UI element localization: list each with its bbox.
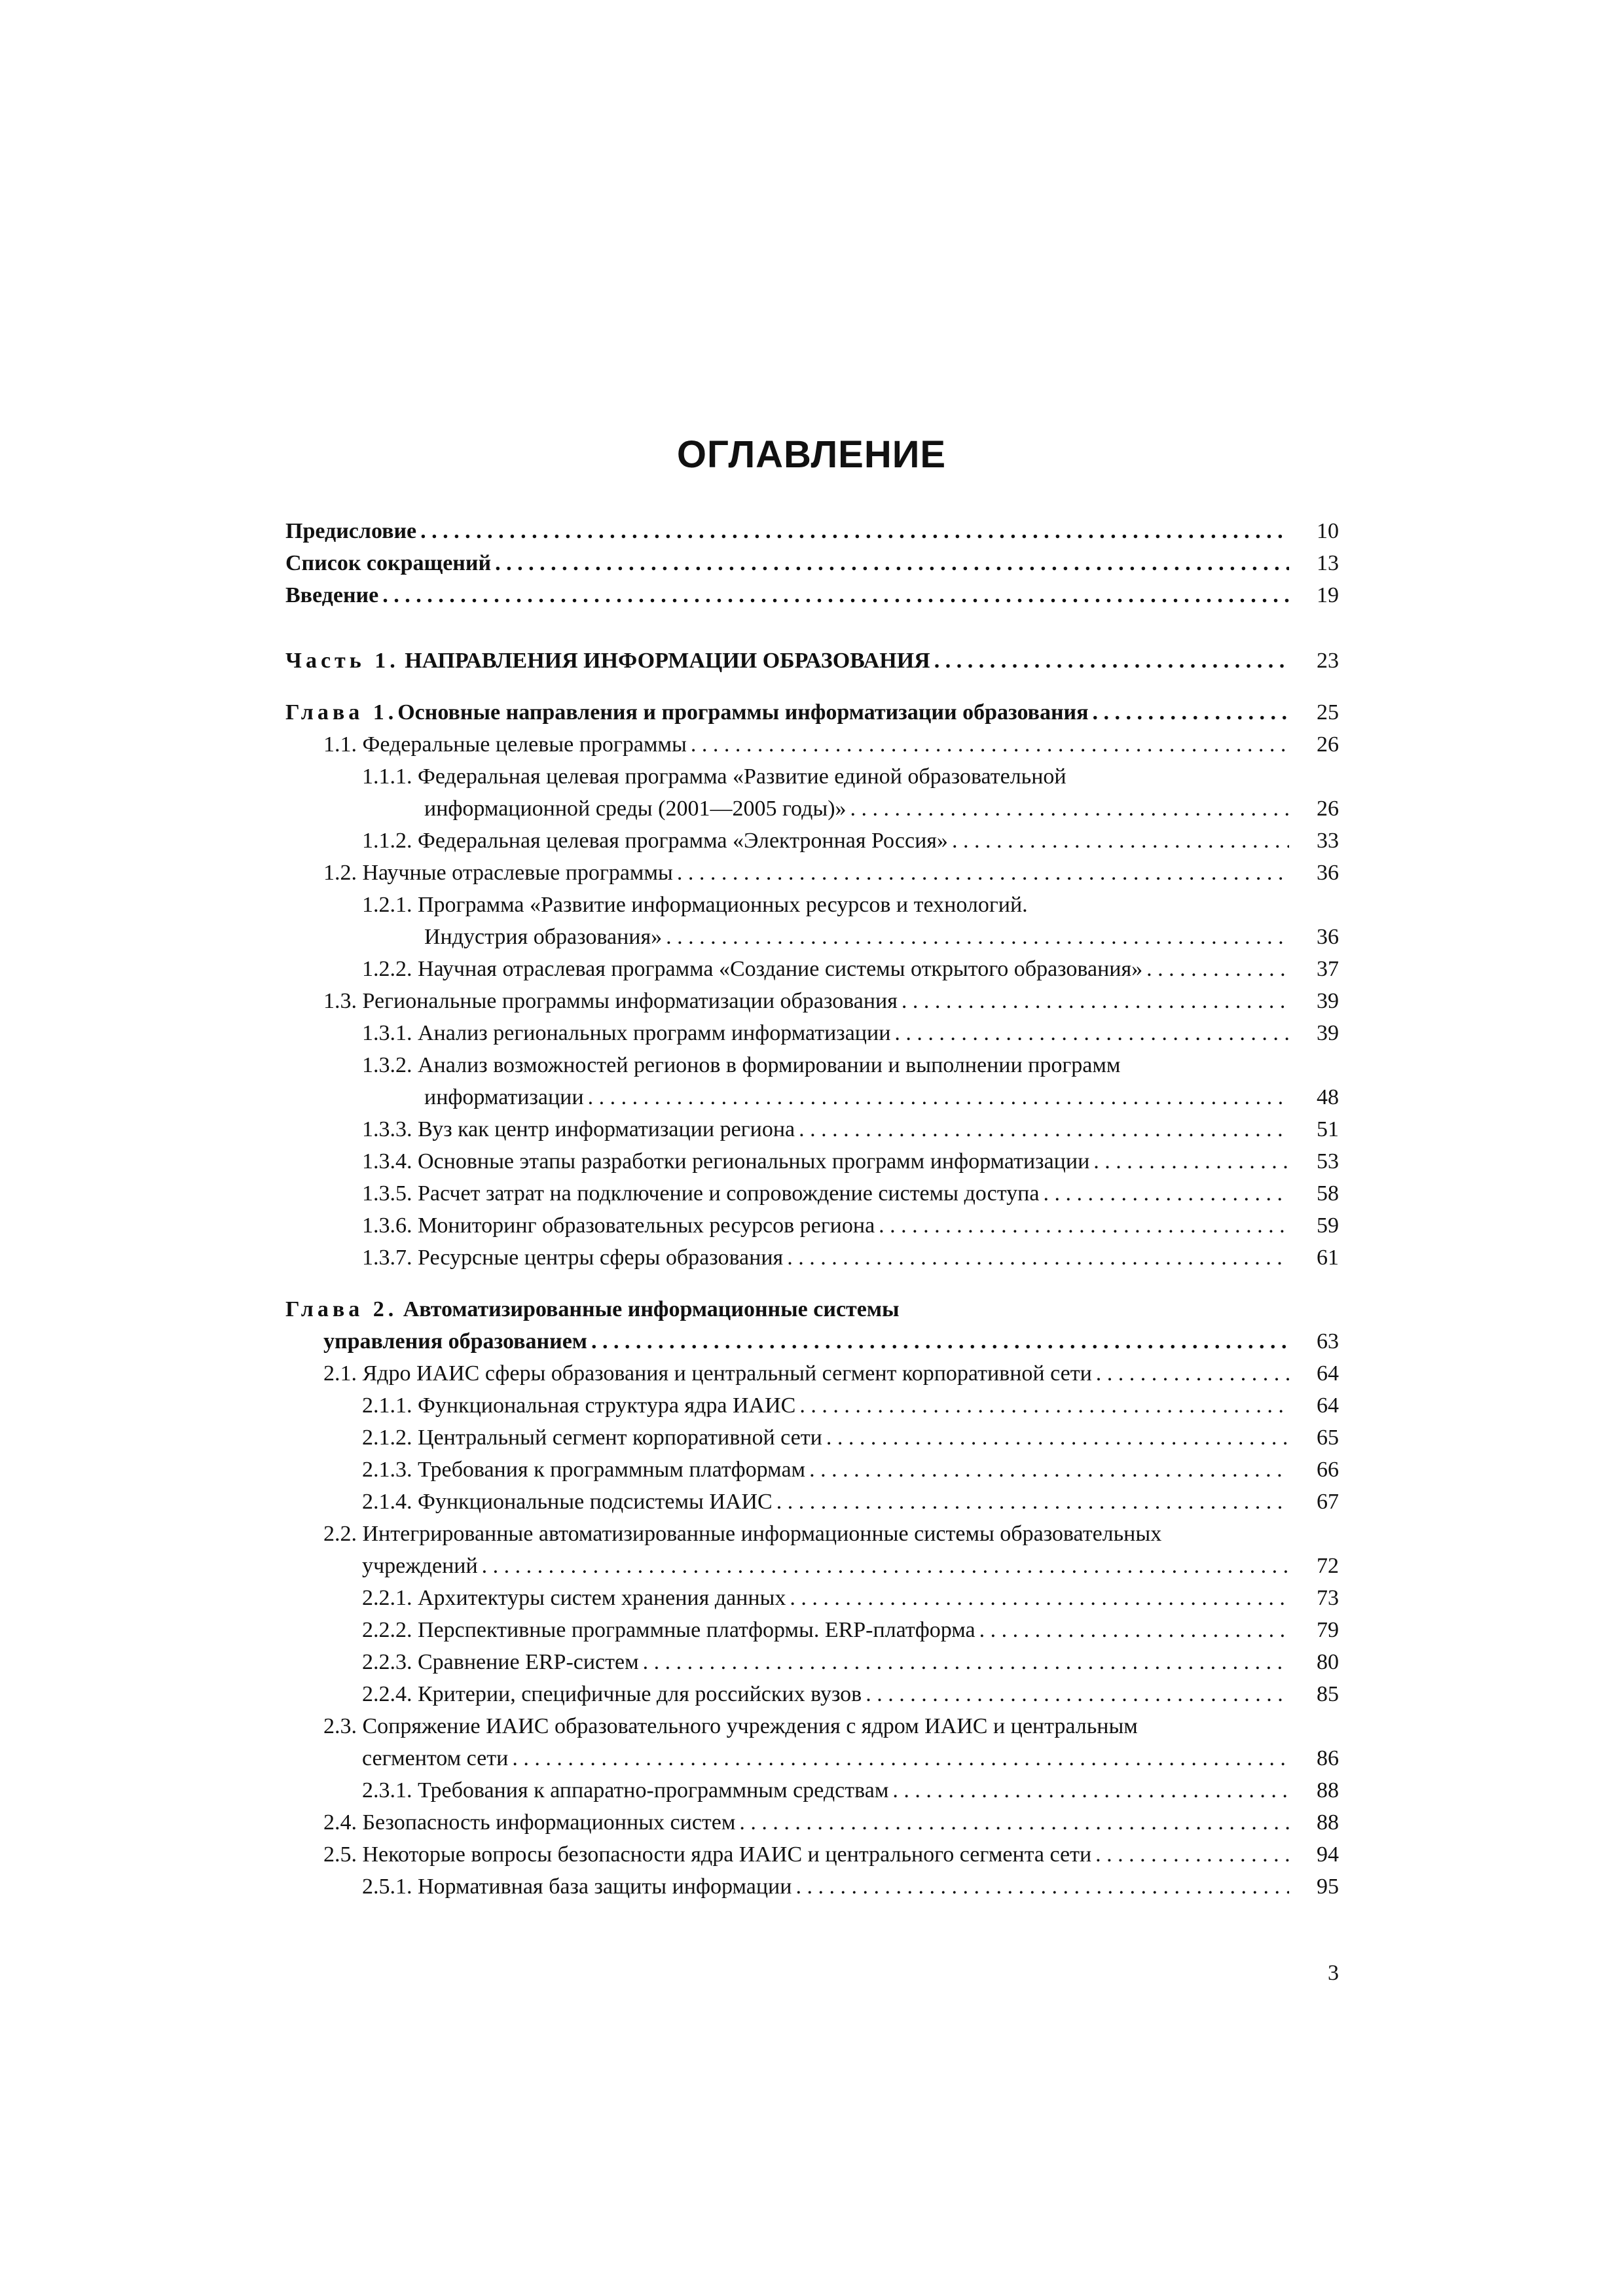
toc-entry-page: 23: [1317, 649, 1339, 673]
toc-entry[interactable]: [362, 1017, 1339, 1049]
toc-chapter-entry[interactable]: [285, 696, 1339, 728]
part-label: Часть 1.: [285, 649, 399, 673]
dot-leader: [1096, 1357, 1289, 1390]
toc-entry-title: учреждений: [362, 1554, 478, 1578]
toc-entry-page: 67: [1317, 1490, 1339, 1514]
toc-entry[interactable]: [323, 1839, 1339, 1871]
dot-leader: [1093, 1145, 1289, 1177]
toc-entry-page: 48: [1317, 1085, 1339, 1109]
dot-leader: [666, 921, 1289, 953]
toc-entry-page: 26: [1317, 797, 1339, 821]
toc-entry-page: 64: [1317, 1361, 1339, 1386]
toc-entry-title: 1.2.2. Научная отраслевая программа «Создание системы открытого образования»: [362, 957, 1143, 981]
dot-leader: [934, 645, 1289, 677]
toc-entry-title: Список сокращений: [285, 551, 492, 575]
toc-entry[interactable]: [362, 1145, 1339, 1177]
dot-leader: [512, 1742, 1289, 1774]
toc-entry-page: 36: [1317, 861, 1339, 885]
toc-entry-page: 59: [1317, 1213, 1339, 1238]
dot-leader: [1093, 696, 1289, 728]
part-title: НАПРАВЛЕНИЯ ИНФОРМАЦИИ ОБРАЗОВАНИЯ: [405, 649, 930, 673]
dot-leader: [790, 1582, 1289, 1614]
toc-entry-title: 2.1. Ядро ИАИС сферы образования и центральный сегмент корпоративной сети: [323, 1361, 1092, 1386]
toc-entry[interactable]: [362, 1774, 1339, 1806]
dot-leader: [879, 1210, 1289, 1242]
toc-entry-title: 2.1.4. Функциональные подсистемы ИАИС: [362, 1490, 773, 1514]
toc-entry-page: 19: [1317, 583, 1339, 607]
toc-entry-page: 94: [1317, 1842, 1339, 1867]
toc-entry[interactable]: [362, 1210, 1339, 1242]
dot-leader: [776, 1486, 1289, 1518]
dot-leader: [795, 1871, 1289, 1903]
dot-leader: [482, 1550, 1289, 1582]
toc-entry[interactable]: [362, 1614, 1339, 1646]
toc-entry[interactable]: [362, 1550, 1339, 1582]
toc-entry-page: 39: [1317, 989, 1339, 1013]
toc-entry[interactable]: [362, 1871, 1339, 1903]
toc-entry[interactable]: [362, 1646, 1339, 1678]
dot-leader: [1095, 1839, 1289, 1871]
dot-leader: [739, 1806, 1289, 1839]
toc-chapter-line1[interactable]: [285, 1293, 900, 1325]
dot-leader: [799, 1390, 1289, 1422]
toc-entry-line1[interactable]: 1.3.2. Анализ возможностей регионов в формировании и выполнении программ: [362, 1053, 1121, 1077]
toc-entry-page: 72: [1317, 1554, 1339, 1578]
toc-entry[interactable]: [362, 1422, 1339, 1454]
toc-entry-page: 85: [1317, 1682, 1339, 1706]
dot-leader: [799, 1113, 1289, 1145]
dot-leader: [1043, 1177, 1289, 1210]
toc-entry-title: 1.3.4. Основные этапы разработки региональных программ информатизации: [362, 1149, 1090, 1174]
toc-part-entry[interactable]: [285, 645, 1339, 677]
toc-entry-title: 2.2.4. Критерии, специфичные для российских вузов: [362, 1682, 862, 1706]
toc-entry-line1[interactable]: 2.3. Сопряжение ИАИС образовательного учреждения с ядром ИАИС и центральным: [323, 1714, 1138, 1738]
dot-leader: [420, 515, 1289, 547]
dot-leader: [902, 985, 1289, 1017]
toc-entry[interactable]: [424, 793, 1339, 825]
dot-leader: [1146, 953, 1289, 985]
dot-leader: [952, 825, 1289, 857]
toc-entry-title: 1.3.5. Расчет затрат на подключение и сопровождение системы доступа: [362, 1181, 1040, 1206]
toc-entry-page: 65: [1317, 1426, 1339, 1450]
dot-leader: [588, 1081, 1289, 1113]
page-title: ОГЛАВЛЕНИЕ: [676, 433, 947, 476]
dot-leader: [382, 579, 1289, 611]
toc-entry[interactable]: [323, 985, 1339, 1017]
toc-entry-line1[interactable]: 1.2.1. Программа «Развитие информационных ресурсов и технологий.: [362, 893, 1028, 917]
toc-entry-page: 13: [1317, 551, 1339, 575]
toc-entry-page: 79: [1317, 1618, 1339, 1642]
toc-entry-title: 2.2.3. Сравнение ERP-систем: [362, 1650, 639, 1674]
dot-leader: [591, 1325, 1289, 1357]
dot-leader: [495, 547, 1289, 579]
dot-leader: [643, 1646, 1289, 1678]
dot-leader: [850, 793, 1289, 825]
toc-entry-page: 26: [1317, 732, 1339, 757]
toc-entry-title: 1.1.2. Федеральная целевая программа «Электронная Россия»: [362, 829, 948, 853]
toc-entry-title: информатизации: [424, 1085, 584, 1109]
toc-entry-page: 88: [1317, 1778, 1339, 1803]
toc-entry-title: 2.4. Безопасность информационных систем: [323, 1810, 736, 1835]
toc-entry[interactable]: [362, 953, 1339, 985]
toc-entry[interactable]: [285, 579, 1339, 611]
toc-entry-page: 63: [1317, 1329, 1339, 1354]
toc-entry[interactable]: [424, 921, 1339, 953]
toc-entry[interactable]: [362, 1242, 1339, 1274]
toc-entry[interactable]: [362, 1486, 1339, 1518]
toc-entry[interactable]: [362, 1582, 1339, 1614]
toc-entry-title: 2.2.2. Перспективные программные платформы. ERP-платформа: [362, 1618, 976, 1642]
toc-entry-title: 1.2. Научные отраслевые программы: [323, 861, 673, 885]
toc-entry-page: 39: [1317, 1021, 1339, 1045]
toc-entry[interactable]: [362, 1454, 1339, 1486]
dot-leader: [866, 1678, 1289, 1710]
toc-entry[interactable]: [323, 857, 1339, 889]
toc-entry-title: 2.1.1. Функциональная структура ядра ИАИС: [362, 1393, 796, 1418]
dot-leader: [809, 1454, 1289, 1486]
toc-entry-title: 1.3.1. Анализ региональных программ информатизации: [362, 1021, 891, 1045]
dot-leader: [894, 1017, 1289, 1049]
toc-entry[interactable]: [285, 547, 1339, 579]
dot-leader: [892, 1774, 1289, 1806]
toc-entry-title: 2.2.1. Архитектуры систем хранения данных: [362, 1586, 786, 1610]
toc-entry[interactable]: [424, 1081, 1339, 1113]
toc-entry-page: 64: [1317, 1393, 1339, 1418]
toc-entry[interactable]: [362, 825, 1339, 857]
toc-entry[interactable]: [362, 1390, 1339, 1422]
toc-entry-title: Введение: [285, 583, 379, 607]
toc-entry-page: 88: [1317, 1810, 1339, 1835]
toc-entry-page: 86: [1317, 1746, 1339, 1770]
toc-entry[interactable]: [362, 1678, 1339, 1710]
toc-entry-title: информационной среды (2001—2005 годы)»: [424, 797, 847, 821]
toc-entry-title: 2.3.1. Требования к аппаратно-программным средствам: [362, 1778, 889, 1803]
toc-entry-title: 2.1.3. Требования к программным платформам: [362, 1458, 806, 1482]
toc-entry-page: 25: [1317, 700, 1339, 725]
dot-leader: [826, 1422, 1289, 1454]
toc-entry[interactable]: [362, 1742, 1339, 1774]
toc-entry-page: 53: [1317, 1149, 1339, 1174]
toc-entry-title: 1.3.6. Мониторинг образовательных ресурсов региона: [362, 1213, 875, 1238]
toc-entry[interactable]: [323, 728, 1339, 761]
toc-entry[interactable]: [323, 1357, 1339, 1390]
dot-leader: [691, 728, 1289, 761]
chapter-label: Глава 2.: [285, 1297, 398, 1321]
toc-chapter-entry[interactable]: [323, 1325, 1339, 1357]
toc-entry-title: 1.3.7. Ресурсные центры сферы образования: [362, 1246, 784, 1270]
toc-entry-title: 1.1. Федеральные целевые программы: [323, 732, 687, 757]
chapter-title: Основные направления и программы информатизации образования: [397, 700, 1089, 725]
chapter-title: Автоматизированные информационные системы: [403, 1297, 900, 1321]
chapter-label: Глава 1.: [285, 700, 398, 725]
toc-entry[interactable]: [285, 515, 1339, 547]
toc-entry-title: сегментом сети: [362, 1746, 509, 1770]
toc-entry-page: 61: [1317, 1246, 1339, 1270]
toc-entry-title: 1.3.3. Вуз как центр информатизации региона: [362, 1117, 795, 1141]
toc-entry-page: 80: [1317, 1650, 1339, 1674]
dot-leader: [979, 1614, 1289, 1646]
toc-entry-line1[interactable]: 1.1.1. Федеральная целевая программа «Развитие единой образовательной: [362, 764, 1067, 789]
toc-entry-page: 58: [1317, 1181, 1339, 1206]
dot-leader: [677, 857, 1289, 889]
toc-entry[interactable]: [323, 1806, 1339, 1839]
toc-entry-title: управления образованием: [323, 1329, 587, 1354]
toc-entry-page: 37: [1317, 957, 1339, 981]
toc-entry-page: 51: [1317, 1117, 1339, 1141]
toc-entry-page: 33: [1317, 829, 1339, 853]
toc-entry-page: 73: [1317, 1586, 1339, 1610]
toc-entry-page: 95: [1317, 1874, 1339, 1899]
toc-entry-page: 36: [1317, 925, 1339, 949]
toc-entry[interactable]: [362, 1177, 1339, 1210]
toc-entry-title: [285, 645, 930, 677]
toc-entry-line1[interactable]: 2.2. Интегрированные автоматизированные информационные системы образовательных: [323, 1522, 1162, 1546]
toc-entry-page: 66: [1317, 1458, 1339, 1482]
toc-entry-title: Предисловие: [285, 519, 417, 543]
toc-entry-title: 2.5.1. Нормативная база защиты информации: [362, 1874, 792, 1899]
toc-entry-title: 2.1.2. Центральный сегмент корпоративной сети: [362, 1426, 822, 1450]
dot-leader: [787, 1242, 1289, 1274]
toc-entry-title: Индустрия образования»: [424, 925, 663, 949]
toc-entry-title: 2.5. Некоторые вопросы безопасности ядра ИАИС и центрального сегмента сети: [323, 1842, 1092, 1867]
toc-entry-page: 10: [1317, 519, 1339, 543]
page-number: 3: [1328, 1961, 1339, 1985]
toc-entry-title: [285, 696, 1089, 728]
toc-entry-title: 1.3. Региональные программы информатизации образования: [323, 989, 898, 1013]
toc-entry[interactable]: [362, 1113, 1339, 1145]
